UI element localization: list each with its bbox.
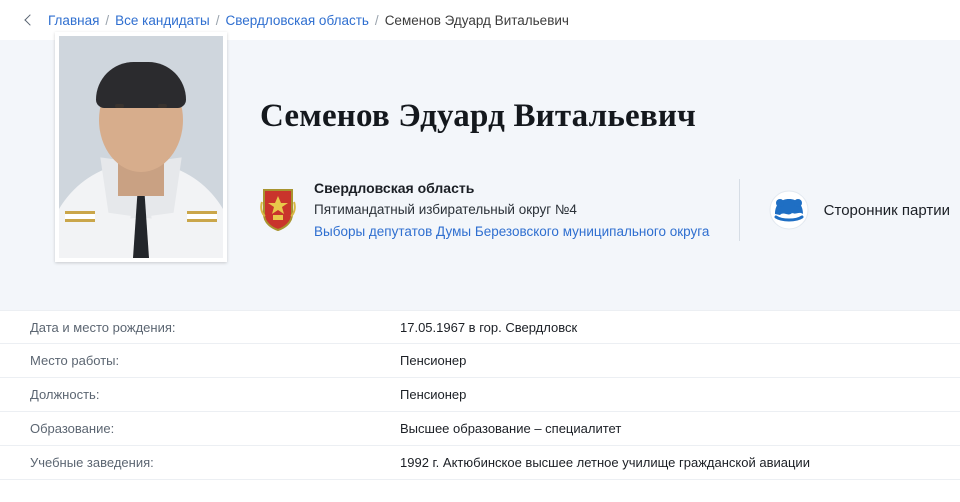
- election-link[interactable]: Выборы депутатов Думы Березовского муниципального округа: [314, 223, 710, 239]
- party-status-label: Сторонник партии: [823, 201, 950, 219]
- candidate-meta-row: [260, 179, 950, 241]
- chevron-left-icon[interactable]: [22, 13, 36, 27]
- candidate-photo: [59, 36, 223, 258]
- table-row: [0, 412, 960, 446]
- party-bear-logo-icon: [766, 190, 812, 230]
- region-name: Свердловская область: [314, 179, 475, 196]
- sverdlovsk-coat-of-arms-icon: [260, 188, 296, 232]
- table-row: [0, 378, 960, 412]
- info-value: Высшее образование – специалитет: [400, 421, 622, 436]
- party-affiliation: [766, 190, 950, 230]
- electoral-okrug: Пятимандатный избирательный округ №4: [314, 201, 577, 217]
- candidate-hero: [0, 40, 960, 310]
- candidate-info-table: [0, 310, 960, 480]
- info-value: Пенсионер: [400, 353, 467, 368]
- info-label: Дата и место рождения:: [30, 319, 176, 335]
- breadcrumb-item-region[interactable]: Свердловская область: [225, 12, 369, 28]
- breadcrumb-item-all-candidates[interactable]: Все кандидаты: [115, 12, 210, 28]
- info-value: 17.05.1967 в гор. Свердловск: [400, 319, 578, 335]
- info-label: Образование:: [30, 421, 115, 436]
- table-row: [0, 344, 960, 378]
- region-info: [314, 180, 729, 241]
- breadcrumb-separator: /: [374, 12, 379, 28]
- breadcrumb-item-home[interactable]: Главная: [48, 12, 100, 28]
- breadcrumb-separator: /: [105, 12, 110, 28]
- info-value: Пенсионер: [400, 387, 467, 402]
- table-row: [0, 446, 960, 480]
- divider: [739, 179, 740, 241]
- info-label: Место работы:: [30, 353, 120, 368]
- breadcrumb-separator: /: [215, 12, 220, 28]
- page-title: Семенов Эдуард Витальевич: [260, 98, 696, 134]
- table-row: [0, 310, 960, 344]
- breadcrumb-item-current: Семенов Эдуард Витальевич: [384, 12, 569, 28]
- info-label: Учебные заведения:: [30, 455, 154, 470]
- info-label: Должность:: [30, 387, 100, 402]
- info-value: 1992 г. Актюбинское высшее летное училище гражданской авиации: [400, 455, 810, 470]
- candidate-photo-frame: [55, 32, 227, 262]
